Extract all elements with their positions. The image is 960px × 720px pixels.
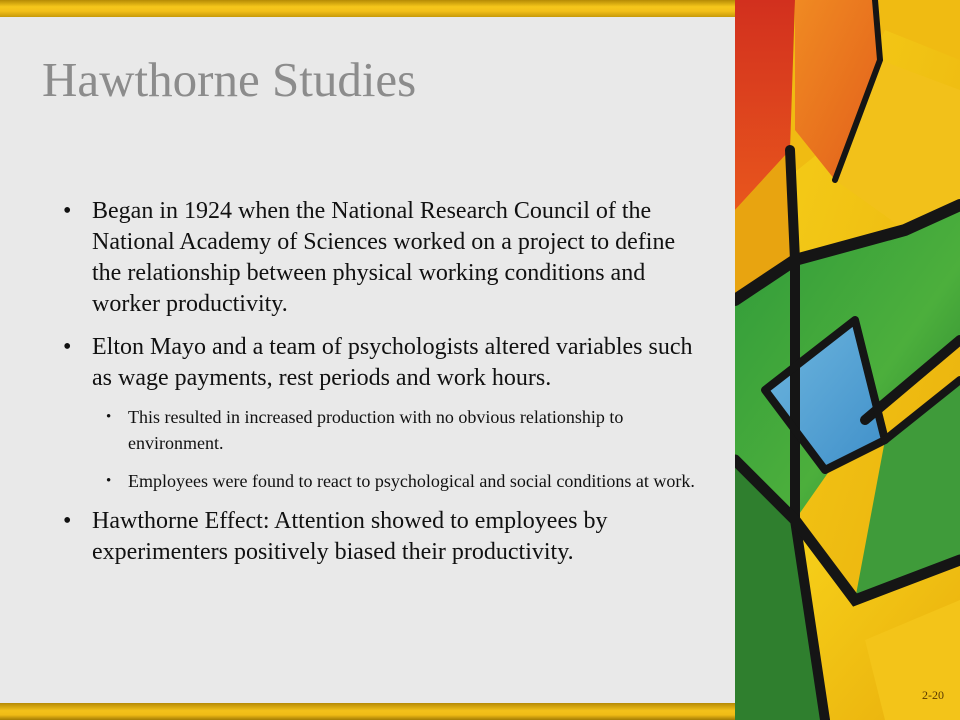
sub-bullet-marker: • [106,409,112,425]
bullet-list [60,196,710,580]
bullet-marker: • [63,334,72,360]
bullet-item [60,196,710,320]
page-number: 2-20 [922,688,944,702]
bullet-item [60,506,710,568]
bullet-marker: • [63,508,72,534]
top-accent-bar [0,0,735,17]
sub-bullet-list [92,404,710,494]
sub-bullet-marker: • [106,473,112,489]
bullet-text: Hawthorne Effect: Attention showed to employees by experimenters positively biased their productivity. [92,508,608,565]
bullet-marker: • [63,198,72,224]
sub-bullet-item [92,468,710,494]
sub-bullet-text: This resulted in increased production with no obvious relationship to environment. [128,407,624,453]
bullet-item [60,332,710,494]
sub-bullet-item [92,404,710,456]
bottom-accent-bar [0,703,735,720]
bullet-text: Elton Mayo and a team of psychologists altered variables such as wage payments, rest periods and work hours. [92,334,693,391]
bullet-text: Began in 1924 when the National Research Council of the National Academy of Sciences worked on a project to define the relationship between physical working conditions and worker productivity. [92,198,676,317]
sub-bullet-text: Employees were found to react to psychological and social conditions at work. [128,471,695,491]
slide-title: Hawthorne Studies [42,52,417,107]
stained-glass-artwork [735,0,960,720]
